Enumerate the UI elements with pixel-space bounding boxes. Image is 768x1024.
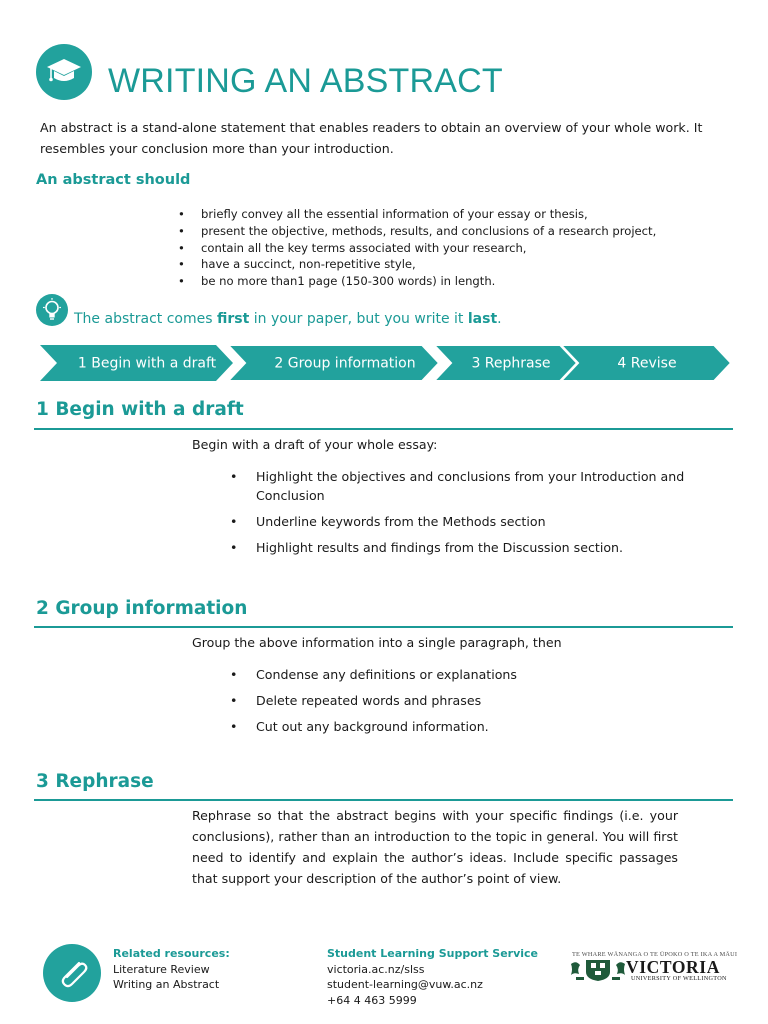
step-1-label: 1 Begin with a draft [77,355,217,372]
paperclip-icon [43,944,101,1002]
lightbulb-icon [36,294,68,326]
section-list [230,666,700,744]
process-steps [40,345,732,381]
intro-paragraph: An abstract is a stand-alone statement that enables readers to obtain an overview of your whole work. It resembles your conclusion more than your introduction. [40,120,703,156]
list-item: • Highlight the objectives and conclusions from your Introduction and Conclusion [230,468,700,505]
list-item: • have a succinct, non-repetitive style, [178,256,718,273]
university-tagline: TE WHARE WĀNANGA O TE ŪPOKO O TE IKA A MĀUI [572,951,738,958]
list-item: • Condense any definitions or explanations [230,666,700,685]
section-lead: Group the above information into a single paragraph, then [192,635,562,650]
website-link[interactable]: victoria.ac.nz/slss [327,962,425,976]
abstract-should-heading: An abstract should [36,172,191,188]
university-name: VICTORIA [626,957,720,977]
step-4-label: 4 Revise [617,355,677,372]
list-item: • contain all the key terms associated with your research, [178,240,718,257]
section-lead: Begin with a draft of your whole essay: [192,437,438,452]
list-item: • briefly convey all the essential information of your essay or thesis, [178,206,718,223]
section-paragraph: Rephrase so that the abstract begins with your specific findings (i.e. your conclusions), rather than an introduction to the topic in general. You will first need to identify and explain the author’s ideas. Include specific passages that support your description of the author’s point of view. [192,808,678,886]
tagline-emphasis-last: last [467,311,498,327]
university-crest-icon [570,958,626,982]
related-link-writing-abstract[interactable]: Writing an Abstract [113,978,220,991]
section-divider [34,626,733,628]
step-3-label: 3 Rephrase [471,355,551,372]
related-resources [113,946,230,993]
step-2-label: 2 Group information [274,355,416,372]
phone-number: +64 4 463 5999 [327,993,417,1007]
abstract-should-list [178,206,718,290]
list-item: • Highlight results and findings from the Discussion section. [230,539,700,558]
related-resources-heading: Related resources: [113,947,230,960]
list-item: • Delete repeated words and phrases [230,692,700,711]
support-service-contact [327,946,538,1008]
section-heading: 2 Group information [36,598,248,619]
list-item: • Underline keywords from the Methods section [230,513,700,532]
list-item: • be no more than1 page (150-300 words) in length. [178,273,718,290]
page-title: WRITING AN ABSTRACT [108,62,503,100]
related-link-literature-review[interactable]: Literature Review [113,962,210,976]
email-link[interactable]: student-learning@vuw.ac.nz [327,978,483,991]
graduation-cap-icon [36,44,92,100]
section-list [230,468,700,565]
list-item: • Cut out any background information. [230,718,700,737]
university-subtitle: UNIVERSITY OF WELLINGTON [631,975,727,982]
support-service-heading: Student Learning Support Service [327,947,539,960]
section-divider [34,428,733,430]
section-divider [34,799,733,801]
list-item: • present the objective, methods, results, and conclusions of a research project, [178,223,718,240]
tagline-emphasis-first: first [216,311,250,327]
section-heading: 1 Begin with a draft [36,399,244,420]
tagline: The abstract comes first in your paper, but you write it last. [74,311,502,327]
section-heading: 3 Rephrase [36,771,154,792]
